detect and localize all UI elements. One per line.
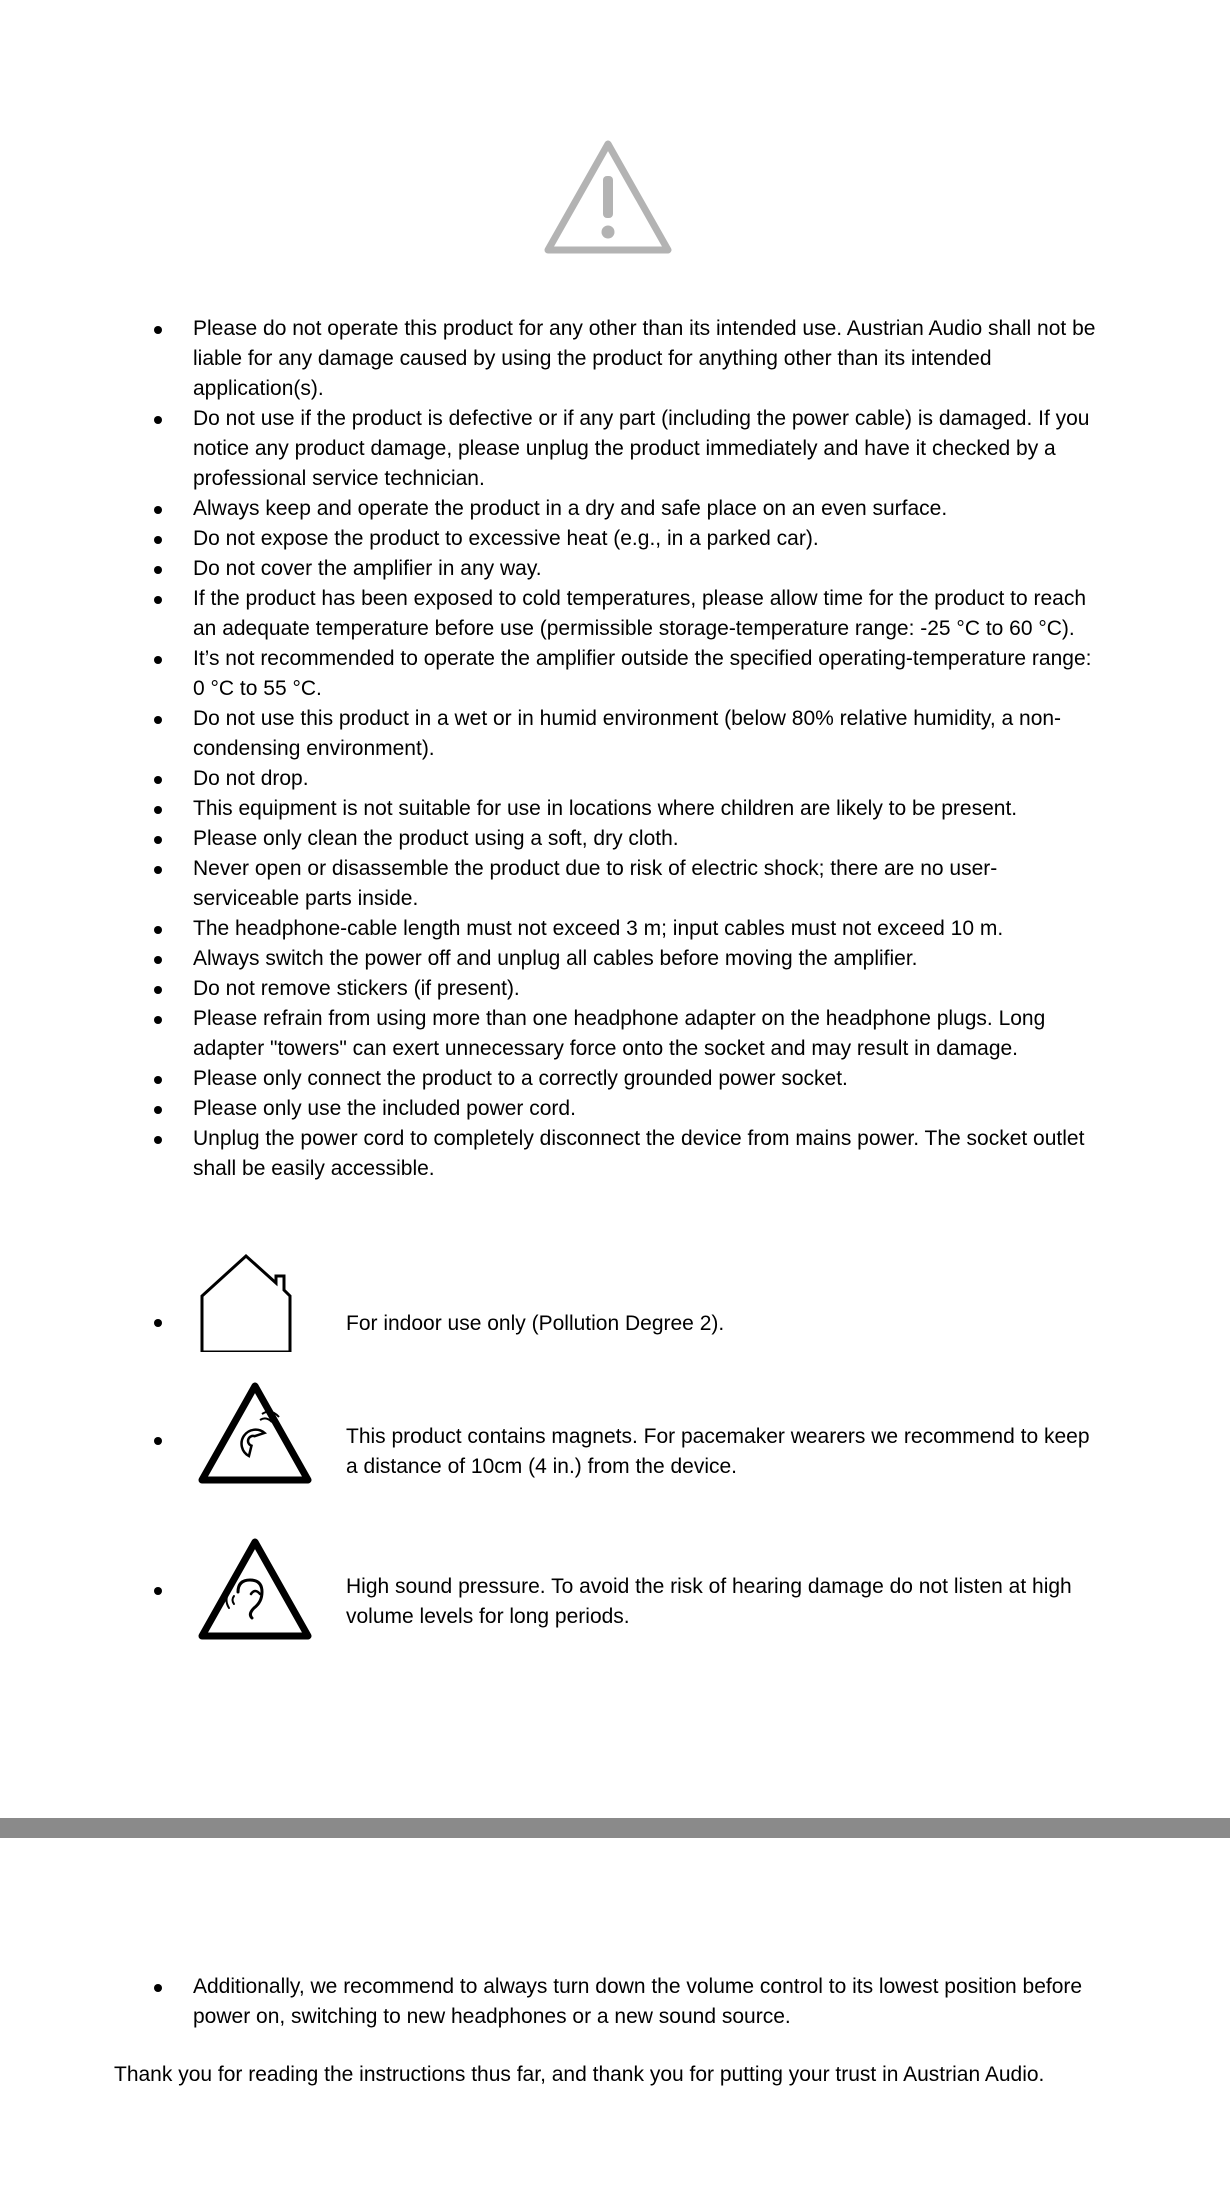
- house-icon: [196, 1252, 296, 1352]
- closing-paragraph: Thank you for reading the instructions thus far, and thank you for putting your trust in Austrian Audio.: [114, 2063, 1045, 2086]
- list-item: Never open or disassemble the product due to risk of electric shock; there are no user-serviceable parts inside.: [150, 854, 1100, 914]
- symbol-item-sound: [150, 1536, 1100, 1646]
- symbol-text-sound: High sound pressure. To avoid the risk of hearing damage do not listen at high volume levels for long periods.: [346, 1575, 1072, 1628]
- list-item: Unplug the power cord to completely disconnect the device from mains power. The socket outlet shall be easily accessible.: [150, 1124, 1100, 1184]
- bullet: [154, 1319, 162, 1327]
- list-item: Do not use this product in a wet or in humid environment (below 80% relative humidity, a non-condensing environment).: [150, 704, 1100, 764]
- symbol-text-magnet: This product contains magnets. For pacemaker wearers we recommend to keep a distance of 10cm (4 in.) from the device.: [346, 1425, 1090, 1478]
- symbol-text-indoor: For indoor use only (Pollution Degree 2).: [346, 1312, 725, 1335]
- additional-recommendation-list: [150, 1972, 1100, 2032]
- bullet: [154, 1587, 162, 1595]
- list-item: Do not cover the amplifier in any way.: [150, 554, 1100, 584]
- list-item: Please only connect the product to a correctly grounded power socket.: [150, 1064, 1100, 1094]
- symbol-item-magnet: [150, 1380, 1100, 1490]
- list-item: Additionally, we recommend to always turn down the volume control to its lowest position before power on, switching to new headphones or a new sound source.: [150, 1972, 1100, 2032]
- list-item: Please only use the included power cord.: [150, 1094, 1100, 1124]
- list-item: Always switch the power off and unplug all cables before moving the amplifier.: [150, 944, 1100, 974]
- list-item: Please only clean the product using a soft, dry cloth.: [150, 824, 1100, 854]
- list-item: The headphone-cable length must not exceed 3 m; input cables must not exceed 10 m.: [150, 914, 1100, 944]
- list-item: Do not expose the product to excessive heat (e.g., in a parked car).: [150, 524, 1100, 554]
- list-item: Do not remove stickers (if present).: [150, 974, 1100, 1004]
- list-item: Please do not operate this product for any other than its intended use. Austrian Audio shall not be liable for any damage caused by using the product for anything other than its intended application(s).: [150, 314, 1100, 404]
- list-item: Do not use if the product is defective or if any part (including the power cable) is damaged. If you notice any product damage, please unplug the product immediately and have it checked by a professional service technician.: [150, 404, 1100, 494]
- safety-instructions-list: [150, 314, 1100, 1184]
- list-item: If the product has been exposed to cold temperatures, please allow time for the product to reach an adequate temperature before use (permissible storage-temperature range: -25 °C to 60 °C).: [150, 584, 1100, 644]
- list-item: It’s not recommended to operate the amplifier outside the specified operating-temperature range: 0 °C to 55 °C.: [150, 644, 1100, 704]
- magnet-warning-icon: [196, 1380, 314, 1486]
- bullet: [154, 1437, 162, 1445]
- page-separator: [0, 1818, 1230, 1838]
- hearing-warning-icon: [196, 1536, 314, 1642]
- list-item: Always keep and operate the product in a dry and safe place on an even surface.: [150, 494, 1100, 524]
- list-item: Do not drop.: [150, 764, 1100, 794]
- symbol-item-indoor: [150, 1252, 1100, 1362]
- list-item: This equipment is not suitable for use in locations where children are likely to be present.: [150, 794, 1100, 824]
- list-item: Please refrain from using more than one headphone adapter on the headphone plugs. Long adapter "towers" can exert unnecessary force onto the socket and may result in damage.: [150, 1004, 1100, 1064]
- warning-icon: [542, 138, 674, 256]
